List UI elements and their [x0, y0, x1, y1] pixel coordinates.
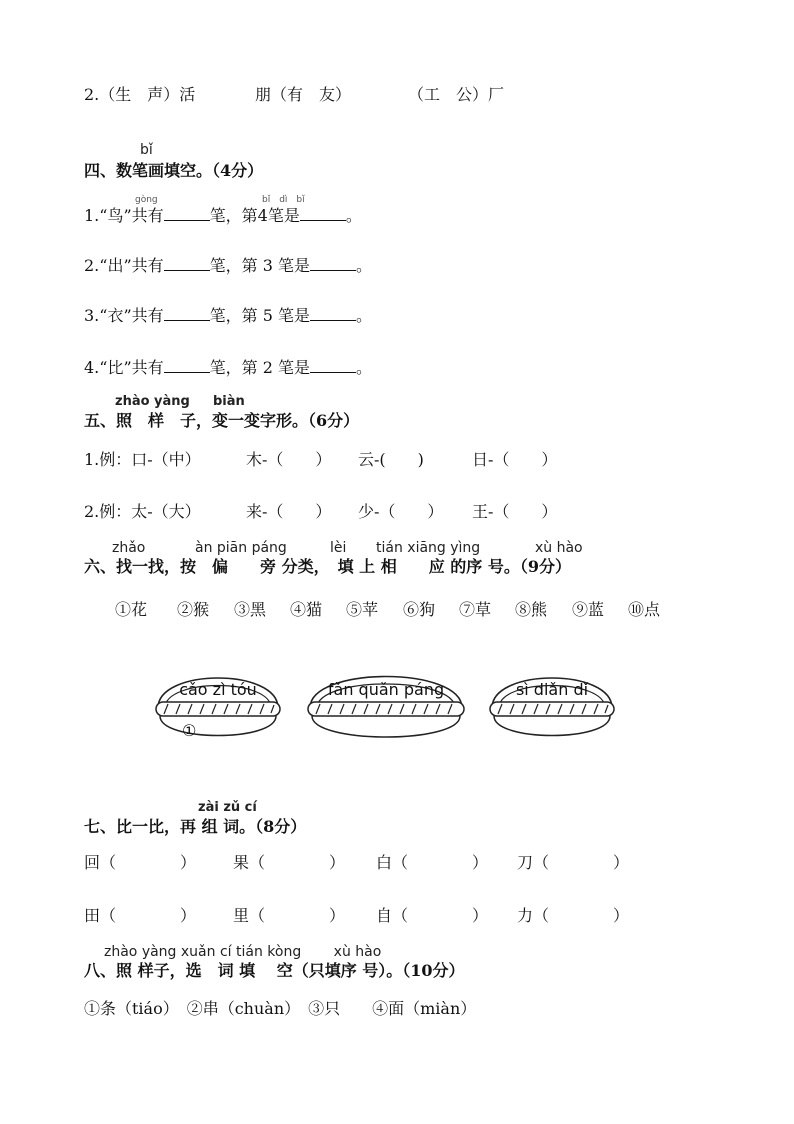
q3-group-1: （生 声） [99, 85, 180, 104]
sec6-title: 六、找一找，按 偏 旁 分类， 填 上 相 应 的序 号。（9分） [84, 557, 571, 576]
sec7-row-1-cell-3: 白（ ） [376, 853, 489, 872]
basket-icon [306, 666, 466, 748]
sec8-pinyin: zhào yàng xuǎn cí tián kòng xù hào [104, 944, 382, 960]
sec5-row-2-cell-3: 王-（ ） [472, 502, 558, 521]
sec6-option-7: ⑦草 [459, 600, 492, 619]
sec6-option-9: ⑨蓝 [572, 600, 605, 619]
basket-dog-radical[interactable] [306, 666, 466, 748]
sec5-row-2-cell-1: 来-（ ） [246, 502, 332, 521]
answer-blank[interactable] [164, 356, 210, 373]
sec4-item-4 [84, 356, 372, 378]
sec8-title: 八、照 样子，选 词 填 空（只填序 号）。（10分） [84, 961, 465, 980]
sec5-row-2-example: 2.例：太-（大） [84, 502, 201, 521]
item-number: 1. [84, 206, 100, 225]
sec6-option-5: ⑤苹 [346, 600, 379, 619]
answer-blank[interactable] [164, 304, 210, 321]
sec4-pinyin-bi: bǐ [140, 142, 153, 158]
sec5-pinyin-1: zhào yàng [115, 394, 190, 409]
sec7-pinyin: zài zǔ cí [198, 800, 257, 815]
sec6-pinyin-2: àn piān páng [195, 540, 287, 556]
sec4-pinyin-faint-2: bǐ dì bǐ [262, 195, 305, 205]
sec4-title: 四、数笔画填空。（4分） [84, 161, 264, 180]
sec5-row-2-cell-2: 少-（ ） [358, 502, 444, 521]
item-text: 共有 [131, 256, 164, 275]
answer-blank[interactable] [310, 356, 356, 373]
q3-group-2: 朋（有 友） [255, 85, 352, 104]
item-char: “衣” [99, 306, 132, 325]
item-text: 笔，第 2 笔是 [209, 358, 311, 377]
sec7-row-1-cell-2: 果（ ） [233, 853, 346, 872]
sec5-title: 五、照 样 子，变一变字形。（6分） [84, 411, 360, 430]
sec6-option-4: ④猫 [290, 600, 323, 619]
q3-row2 [84, 85, 195, 105]
q3-group-3 [408, 85, 504, 105]
answer-blank[interactable] [164, 204, 210, 221]
q3-group-1-tail: 活 [179, 85, 196, 104]
sec7-row-2-cell-2: 里（ ） [233, 906, 346, 925]
answer-blank[interactable] [300, 204, 346, 221]
sec7-row-2-cell-1: 田（ ） [84, 906, 197, 925]
basket-label: cǎo zì tóu [179, 680, 257, 699]
answer-blank[interactable] [310, 304, 356, 321]
sec6-option-3: ③黑 [234, 600, 267, 619]
item-text: 共有 [131, 206, 164, 225]
sec4-item-3 [84, 304, 372, 326]
q3-row2-number: 2. [84, 85, 100, 104]
item-char: “出” [99, 256, 132, 275]
sec4-pinyin-faint-1: gòng [135, 195, 158, 205]
basket-grass-radical[interactable] [154, 666, 282, 748]
sec6-pinyin-5: xù hào [535, 540, 583, 556]
item-number: 2. [84, 256, 100, 275]
sec7-row-2-cell-3: 自（ ） [376, 906, 489, 925]
basket-icon [154, 666, 282, 748]
sec4-item-1 [84, 204, 362, 226]
basket-content: ① [182, 721, 197, 740]
basket-label: sì diǎn dǐ [515, 680, 589, 699]
item-end: 。 [356, 358, 373, 377]
item-char: “比” [99, 358, 132, 377]
sec6-option-8: ⑧熊 [515, 600, 548, 619]
basket-icon [488, 666, 616, 748]
item-number: 3. [84, 306, 100, 325]
sec8-options: ①条（tiáo） ②串（chuàn） ③只 ④面（miàn） [84, 999, 477, 1018]
sec6-option-2: ②猴 [177, 600, 210, 619]
sec7-row-1-cell-1: 回（ ） [84, 853, 197, 872]
item-text: 共有 [131, 358, 164, 377]
sec6-option-6: ⑥狗 [403, 600, 436, 619]
item-end: 。 [345, 206, 362, 225]
sec6-option-1: ①花 [115, 600, 148, 619]
item-text: 笔，第 3 笔是 [209, 256, 311, 275]
sec7-row-2-cell-4: 力（ ） [517, 906, 630, 925]
q3-group-3-tail: 厂 [488, 85, 505, 104]
sec4-item-2 [84, 254, 372, 276]
sec6-option-10: ⑩点 [628, 600, 661, 619]
item-text: 笔，第4笔是 [209, 206, 300, 225]
basket-four-dots-radical[interactable] [488, 666, 616, 748]
answer-blank[interactable] [164, 254, 210, 271]
item-end: 。 [356, 306, 373, 325]
sec5-row-1-cell-1: 木-（ ） [246, 450, 332, 469]
sec5-row-1-cell-3: 日-（ ） [472, 450, 558, 469]
sec6-pinyin-3: lèi [330, 540, 347, 556]
sec7-title: 七、比一比，再 组 词。（8分） [84, 817, 307, 836]
item-text: 笔，第 5 笔是 [209, 306, 311, 325]
sec5-row-1-example: 1.例：口-（中） [84, 450, 201, 469]
sec6-pinyin-4: tián xiāng yìng [376, 540, 481, 556]
item-text: 共有 [131, 306, 164, 325]
item-end: 。 [356, 256, 373, 275]
sec7-row-1-cell-4: 刀（ ） [517, 853, 630, 872]
item-number: 4. [84, 358, 100, 377]
sec5-row-1-cell-2: 云-( ) [358, 450, 424, 469]
sec6-pinyin-1: zhǎo [112, 540, 146, 556]
answer-blank[interactable] [310, 254, 356, 271]
sec5-pinyin-2: biàn [213, 394, 245, 409]
q3-group-3-choices: （工 公） [408, 85, 489, 104]
item-char: “鸟” [99, 206, 132, 225]
basket-label: fǎn quǎn páng [327, 680, 445, 699]
